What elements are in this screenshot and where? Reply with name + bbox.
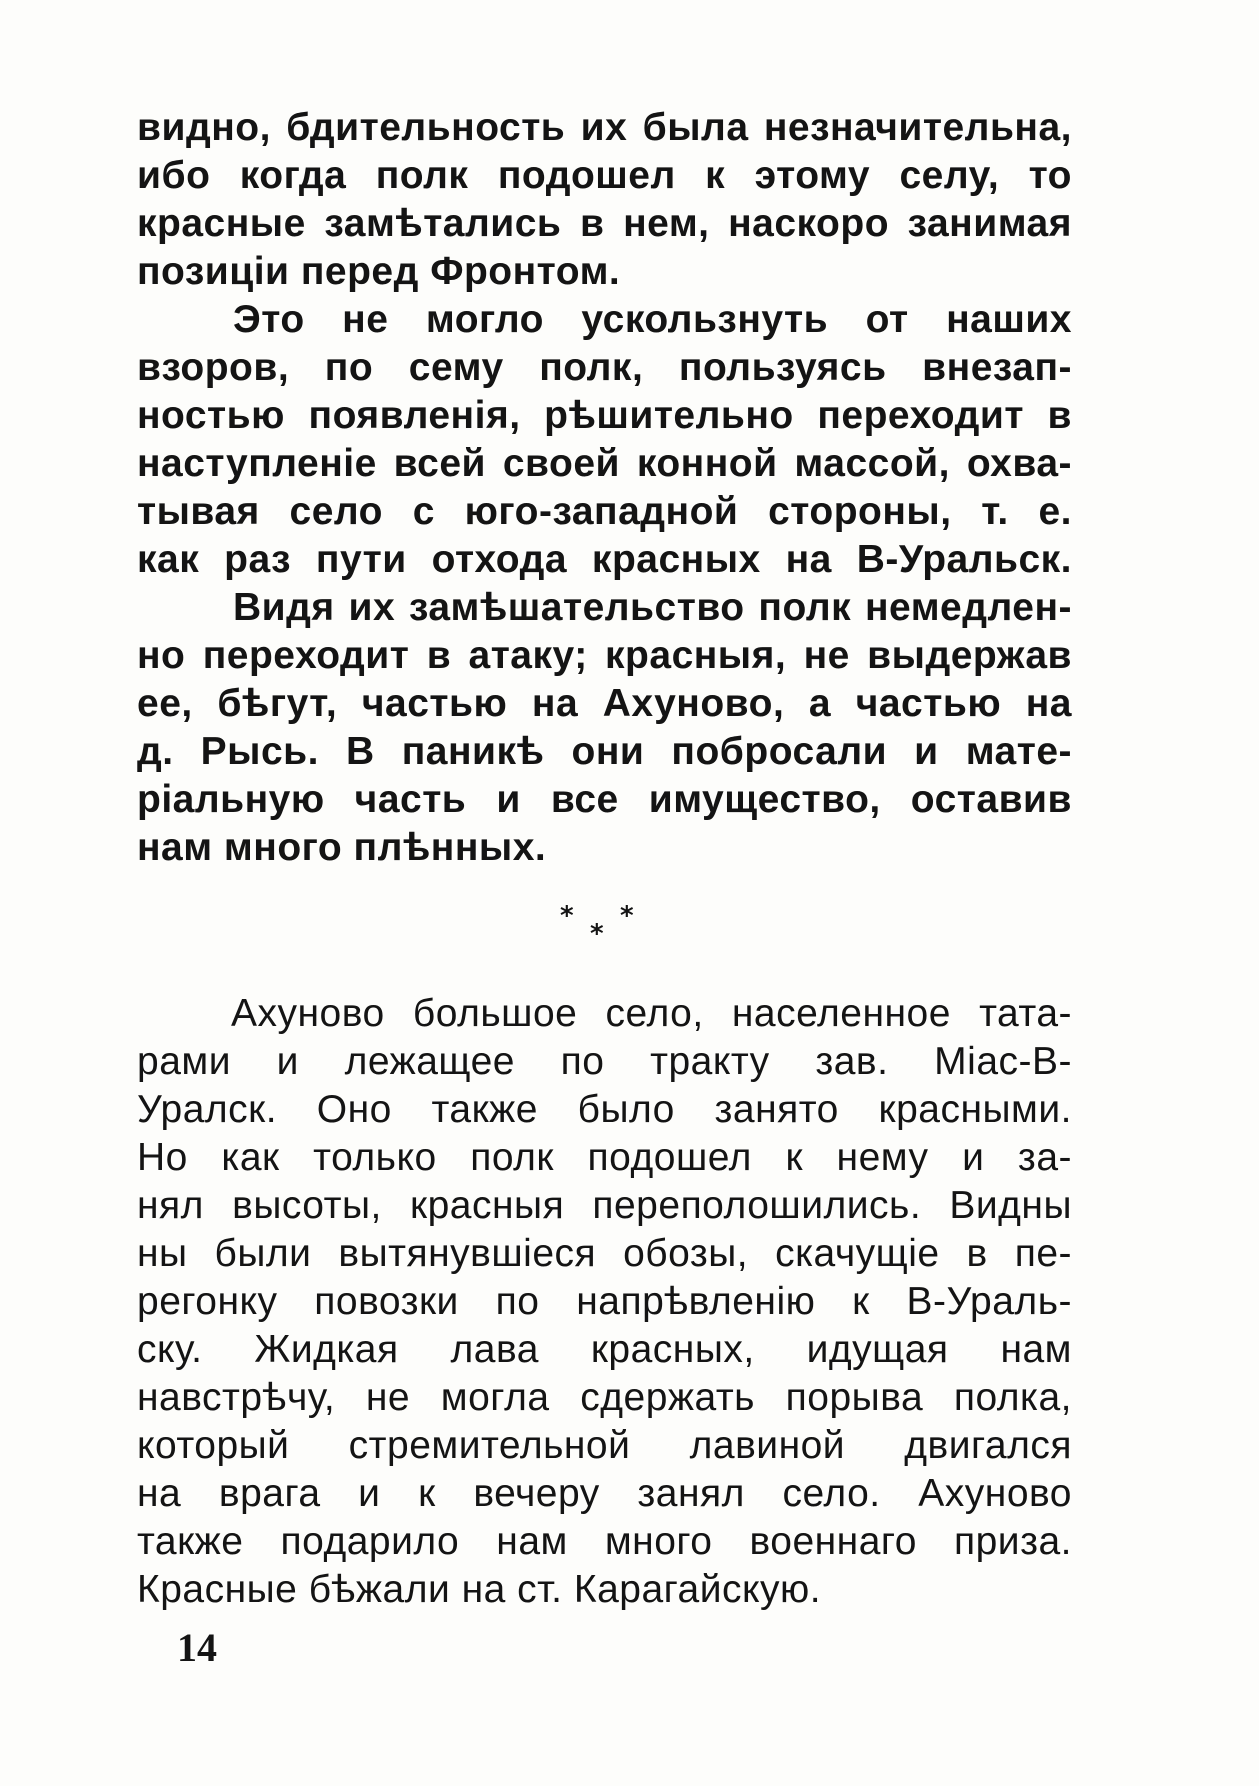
section-separator: [560, 903, 660, 963]
text-line: Но как только полк подошел к нему и за-: [137, 1136, 1072, 1179]
text-line: ибо когда полк подошел к этому селу, то: [137, 154, 1072, 197]
text-line: на врага и к вечеру занял село. Ахуново: [137, 1472, 1072, 1515]
text-line: ріальную часть и все имущество, оставив: [137, 778, 1072, 821]
text-line: навстрѣчу, не могла сдержать порыва полка,: [137, 1376, 1072, 1419]
text-line: Это не могло ускользнуть от наших: [233, 298, 1072, 341]
text-line: регонку повозки по напрѣвленію к В-Ураль-: [137, 1280, 1072, 1323]
text-line: ску. Жидкая лава красных, идущая нам: [137, 1328, 1072, 1371]
text-line: Уралск. Оно также было занято красными.: [137, 1088, 1072, 1131]
asterisk-icon: *: [590, 919, 604, 949]
text-line: взоров, по сему полк, пользуясь внезап-: [137, 346, 1072, 389]
text-line: Красные бѣжали на ст. Карагайскую.: [137, 1568, 822, 1611]
text-line: позиціи перед Фронтом.: [137, 250, 621, 293]
asterisk-icon: *: [560, 901, 574, 931]
text-line: красные замѣтались в нем, наскоро занимая: [137, 202, 1072, 245]
text-line: как раз пути отхода красных на В-Уральск.: [137, 538, 1072, 581]
text-line: тывая село с юго-западной стороны, т. е.: [137, 490, 1072, 533]
asterisk-icon: *: [620, 901, 634, 931]
text-line: Видя их замѣшательство полк немедлен-: [233, 586, 1072, 629]
text-line: нам много плѣнных.: [137, 826, 547, 869]
text-line: но переходит в атаку; красныя, не выдержав: [137, 634, 1072, 677]
text-line: д. Рысь. В паникѣ они побросали и мате-: [137, 730, 1072, 773]
text-line: который стремительной лавиной двигался: [137, 1424, 1072, 1467]
text-line: нял высоты, красныя переполошились. Видны: [137, 1184, 1072, 1227]
text-line: ностью появленія, рѣшительно переходит в: [137, 394, 1072, 437]
text-line: видно, бдительность их была незначительна,: [137, 106, 1072, 149]
page-number: 14: [177, 1625, 217, 1670]
text-line: также подарило нам много военнаго приза.: [137, 1520, 1072, 1563]
text-line: Ахуново большое село, населенное тата-: [231, 992, 1072, 1035]
text-line: ны были вытянувшіеся обозы, скачущіе в пе-: [137, 1232, 1072, 1275]
text-line: ее, бѣгут, частью на Ахуново, а частью на: [137, 682, 1072, 725]
text-line: наступленіе всей своей конной массой, охва-: [137, 442, 1072, 485]
text-line: рами и лежащее по тракту зав. Міас-В-: [137, 1040, 1072, 1083]
